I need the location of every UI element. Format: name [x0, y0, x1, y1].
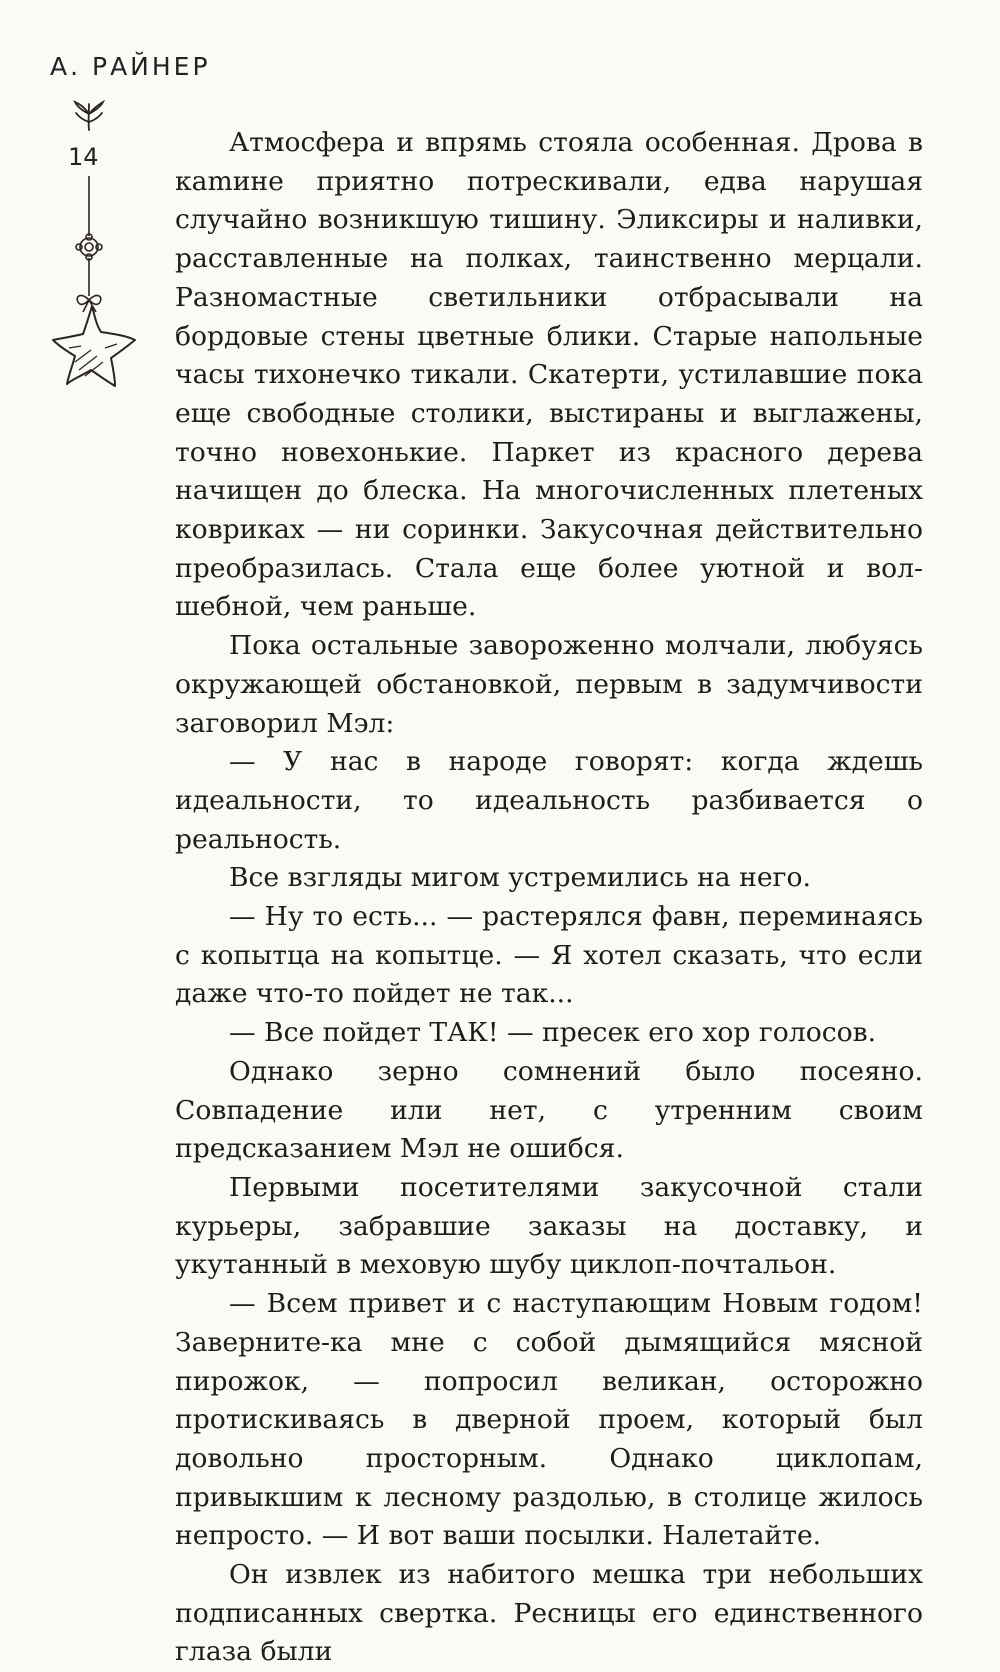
star-icon [53, 306, 135, 386]
paragraph: Все взгляды мигом устремились на него. [229, 862, 811, 894]
paragraph: Однако зерно сомнений было посеяно. Совпадение или нет, с утренним своим предсказанием Мэл не ошибся. [175, 1055, 923, 1165]
paragraph: Он извлек из набитого мешка три небольших подписанных свертка. Ресницы его единственного глаза были [175, 1559, 923, 1668]
paragraph: — Всем привет и с наступающим Новым годом! Заверните-ка мне с собой дымящийся мясной пирожок, — попросил великан, осторожно протискиваясь в дверной проем, который был довольно просторным. Однако циклопам, привыкшим к лесному раздолью, в столице жилось непросто. — И вот ваши посылки. Налетайте. [175, 1288, 923, 1552]
page-number: 14 [68, 143, 99, 171]
paragraph: Первыми посетителями закусочной стали курьеры, забравшие заказы на доставку, и укутанный в меховую шубу циклоп-почтальон. [175, 1171, 923, 1281]
paragraph: — У нас в народе говорят: когда ждешь идеальности, то идеальность разбивается о реальность. [175, 746, 923, 855]
bow-icon [77, 296, 101, 312]
flower-icon [76, 234, 102, 260]
paragraph: — Ну то есть... — растерялся фавн, переминаясь с копытца на копытце. — Я хотел сказать, что если даже что-то пойдет не так... [175, 901, 923, 1010]
body-text [175, 124, 923, 1672]
paragraph: Пока остальные завороженно молчали, любуясь окружающей обстановкой, первым в задумчивости заговорил Мэл: [175, 630, 923, 739]
running-head-author: А. РАЙНЕР [50, 52, 211, 81]
paragraph: Атмосфера и впрямь стояла особенная. Дрова в каmине приятно потрескивали, едва нарушая случайно возникшую тишину. Эликсиры и наливки, расставленные на полках, таинственно мерцали. Разномастные светильники отбрасывали на бордовые стены цветные блики. Старые напольные часы тихонечко тикали. Скатерти, устилавшие пока еще свободные столики, выстираны и выглажены, точно новехонькие. Паркет из красного дерева начищен до блеска. На многочисленных плетеных ковриках — ни соринки. Закусочная действительно преобразилась. Стала еще более уютной и волшебной, чем раньше. [175, 127, 923, 623]
paragraph: — Все пойдет ТАК! — пресек его хор голосов. [229, 1017, 877, 1049]
sprig-icon [75, 102, 103, 130]
